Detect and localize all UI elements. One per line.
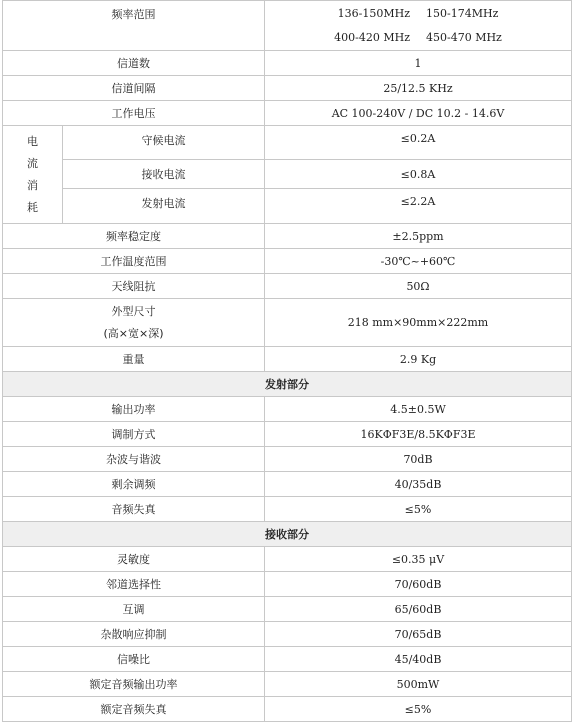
freq-range-value (265, 1, 572, 51)
row-value: 65/60dB (265, 597, 572, 622)
row-value: -30℃~+60℃ (265, 249, 572, 274)
dimensions-label-line: 外型尺寸 (111, 304, 156, 318)
table-row (3, 422, 572, 447)
row-value: 50Ω (265, 274, 572, 299)
freq-band: 450-470 MHz (426, 30, 502, 44)
row-value: 218 mm×90mm×222mm (265, 299, 572, 347)
table-row (3, 547, 572, 572)
row-label: 信噪比 (3, 647, 265, 672)
table-row (3, 51, 572, 76)
row-label: 工作温度范围 (3, 249, 265, 274)
row-label: 音频失真 (3, 497, 265, 522)
freq-range-line (265, 26, 571, 50)
row-value: 45/40dB (265, 647, 572, 672)
row-label: 杂波与谐波 (3, 447, 265, 472)
table-row (3, 274, 572, 299)
row-value: 500mW (265, 672, 572, 697)
row-value: ≤5% (265, 697, 572, 722)
row-label: 守候电流 (63, 126, 265, 160)
row-value: ≤2.2A (265, 189, 572, 224)
row-value: 70/60dB (265, 572, 572, 597)
table-row (3, 126, 572, 160)
row-label: 频率稳定度 (3, 224, 265, 249)
table-row (3, 160, 572, 189)
table-row (3, 76, 572, 101)
section-header-row (3, 372, 572, 397)
dimensions-label-line: (高×宽×深) (103, 326, 164, 340)
row-label: 额定音频失真 (3, 697, 265, 722)
section-title-transmit: 发射部分 (3, 372, 572, 397)
row-label: 灵敏度 (3, 547, 265, 572)
table-row (3, 597, 572, 622)
row-label: 额定音频输出功率 (3, 672, 265, 697)
freq-range-line (265, 2, 571, 26)
dimensions-label (3, 299, 265, 347)
row-value: 4.5±0.5W (265, 397, 572, 422)
row-value: 2.9 Kg (265, 347, 572, 372)
row-label: 天线阻抗 (3, 274, 265, 299)
section-header-row (3, 522, 572, 547)
table-row (3, 224, 572, 249)
row-value: ±2.5ppm (265, 224, 572, 249)
table-row (3, 672, 572, 697)
freq-band: 136-150MHz (337, 6, 410, 20)
row-label: 接收电流 (63, 160, 265, 189)
row-label: 剩余调频 (3, 472, 265, 497)
row-label: 发射电流 (63, 189, 265, 224)
power-consumption-char: 电 (27, 134, 38, 148)
spec-table (2, 0, 572, 722)
row-value: 1 (265, 51, 572, 76)
row-label: 互调 (3, 597, 265, 622)
power-consumption-char: 耗 (27, 200, 38, 214)
row-value: 16KΦF3E/8.5KΦF3E (265, 422, 572, 447)
row-value: ≤0.8A (265, 160, 572, 189)
table-row (3, 622, 572, 647)
table-row (3, 497, 572, 522)
power-consumption-label (3, 126, 63, 224)
freq-band: 400-420 MHz (334, 30, 410, 44)
row-value: 70dB (265, 447, 572, 472)
row-label: 输出功率 (3, 397, 265, 422)
freq-band: 150-174MHz (426, 6, 499, 20)
row-label: 重量 (3, 347, 265, 372)
power-consumption-char: 消 (27, 178, 38, 192)
freq-range-label: 频率范围 (3, 1, 265, 51)
row-label: 调制方式 (3, 422, 265, 447)
table-row (3, 447, 572, 472)
section-title-receive: 接收部分 (3, 522, 572, 547)
table-row (3, 189, 572, 224)
table-row (3, 572, 572, 597)
table-row (3, 647, 572, 672)
row-label: 邻道选择性 (3, 572, 265, 597)
row-label: 信道间隔 (3, 76, 265, 101)
table-row (3, 347, 572, 372)
table-row (3, 472, 572, 497)
row-value: ≤0.35 μV (265, 547, 572, 572)
row-label: 信道数 (3, 51, 265, 76)
row-value: 40/35dB (265, 472, 572, 497)
row-value: ≤0.2A (265, 126, 572, 160)
table-row (3, 697, 572, 722)
row-value: 25/12.5 KHz (265, 76, 572, 101)
row-value: 70/65dB (265, 622, 572, 647)
row-value: AC 100-240V / DC 10.2 - 14.6V (265, 101, 572, 126)
row-value: ≤5% (265, 497, 572, 522)
table-row (3, 1, 572, 51)
table-row (3, 249, 572, 274)
power-consumption-char: 流 (27, 156, 38, 170)
table-row (3, 397, 572, 422)
table-row (3, 299, 572, 347)
row-label: 工作电压 (3, 101, 265, 126)
table-row (3, 101, 572, 126)
row-label: 杂散响应抑制 (3, 622, 265, 647)
